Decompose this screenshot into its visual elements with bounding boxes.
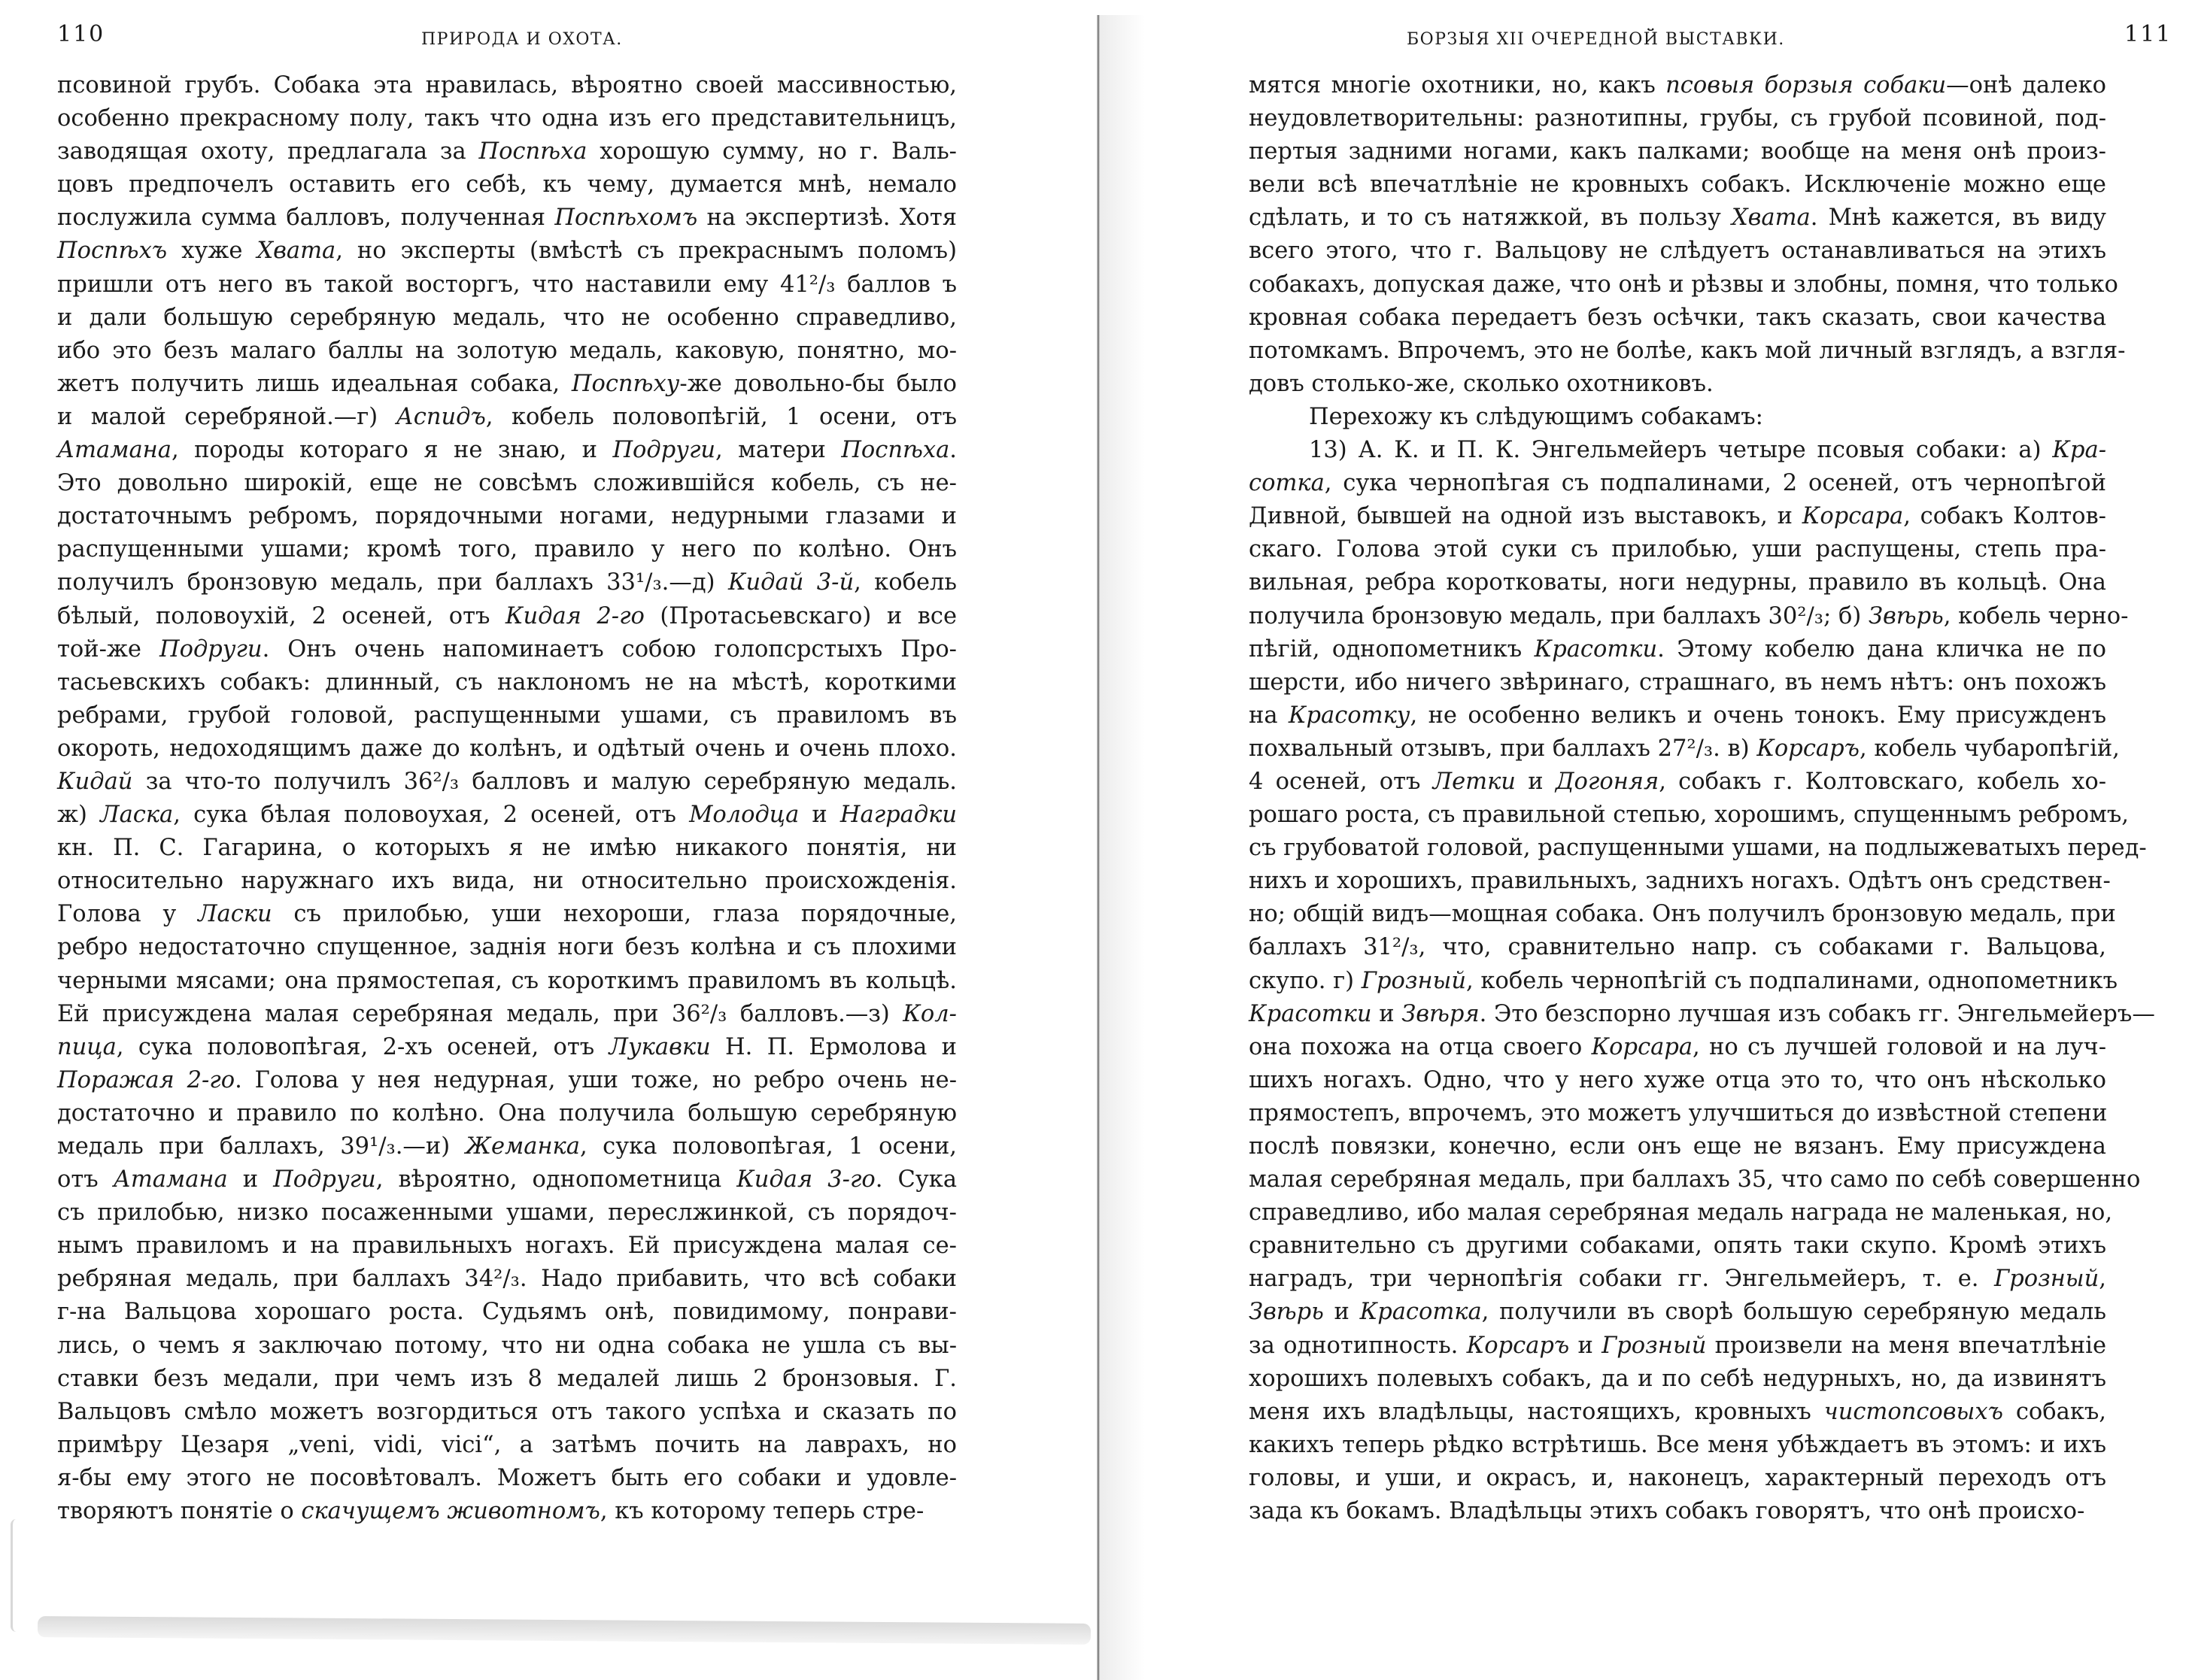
text-line — [57, 965, 957, 998]
text-line — [1249, 1363, 2106, 1396]
text-run: ребряная медаль, при баллахъ 34²/₃. Надо прибавить, что всѣ собаки — [57, 1266, 957, 1293]
italic-name: Подруги — [612, 437, 716, 464]
text-line — [57, 1230, 957, 1263]
text-run: ибо это безъ малаго баллы на золотую медаль, каковую, понятно, мо- — [57, 337, 957, 364]
italic-name: Грозный — [1602, 1332, 1707, 1359]
text-line — [1249, 268, 2118, 302]
text-run: головы, и уши, и окрасъ, и, наконецъ, характерный переходъ отъ — [1249, 1464, 2106, 1491]
italic-name: Кра- — [2052, 437, 2106, 464]
text-run: псовиной грубъ. Собака эта нравилась, вѣроятно своей массивностью, — [57, 72, 957, 99]
text-line — [57, 235, 957, 268]
text-line — [57, 666, 957, 699]
italic-name: псовыя борзыя собаки — [1665, 72, 1947, 99]
italic-name: Красотка — [1359, 1299, 1482, 1326]
text-run: бѣлый, половоухій, 2 осеней, отъ — [57, 602, 506, 629]
text-run: и — [1371, 1000, 1402, 1027]
text-line — [1249, 500, 2106, 533]
text-line — [57, 335, 957, 368]
text-line — [1249, 1429, 2106, 1462]
italic-name: Атамана — [113, 1166, 228, 1193]
italic-name: Подруги — [159, 635, 263, 663]
italic-name: Грозный — [1361, 967, 1467, 994]
text-run: , собакъ г. Колтовскаго, кобель хо- — [1659, 768, 2107, 795]
text-run: особенно прекрасному полу, такъ что одна изъ его представительницъ, — [57, 105, 957, 132]
text-line — [1249, 898, 2116, 931]
italic-name: Корсара — [1591, 1033, 1693, 1060]
text-run: , получили въ сворѣ большую серебряную медаль — [1481, 1299, 2107, 1326]
text-line — [1249, 1296, 2106, 1329]
text-run: вели всѣ впечатлѣніе не кровныхъ собакъ. Исключеніе можно еще — [1249, 171, 2106, 199]
text-run: и малой серебряной.—г) — [57, 403, 396, 430]
text-line — [57, 832, 957, 865]
italic-name: Поспѣхъ — [57, 238, 168, 265]
text-run: Дивной, бывшей на одной изъ выставокъ, и — [1249, 503, 1802, 530]
text-run: Это довольно широкій, еще не совсѣмъ сложившійся кобель, съ не- — [57, 470, 957, 497]
text-line — [1249, 633, 2106, 666]
text-run: , сука чернопѣгая съ подпалинами, 2 осеней, отъ чернопѣгой — [1324, 470, 2106, 497]
text-run: Н. П. Ермолова и — [710, 1033, 958, 1060]
italic-name: Хвата — [257, 238, 336, 265]
body-text — [1249, 69, 2155, 1528]
text-run: сравнительно съ другими собаками, опять таки скупо. Кромѣ этихъ — [1249, 1233, 2106, 1260]
text-run: нихъ и хорошихъ, правильныхъ, заднихъ ногахъ. Одѣтъ онъ средствен- — [1249, 868, 2111, 895]
text-line — [1249, 434, 2106, 467]
text-run: всего этого, что г. Вальцову не слѣдуетъ останавливаться на этихъ — [1249, 238, 2106, 265]
italic-name: Поспѣхомъ — [554, 205, 698, 232]
text-run: нымъ правиломъ и на правильныхъ ногахъ. Ей присуждена малая се- — [57, 1233, 957, 1260]
text-run: . — [949, 437, 957, 464]
italic-name: Атамана — [57, 437, 172, 464]
text-line — [57, 1330, 957, 1363]
text-run: собакахъ, допуская даже, что онѣ и рѣзвы и злобны, помня, что только — [1249, 271, 2118, 298]
text-line — [57, 102, 957, 135]
text-run: потомкамъ. Впрочемъ, это не болѣе, какъ мой личный взглядъ, а взгля- — [1249, 337, 2126, 364]
italic-name: Звѣрь — [1249, 1299, 1324, 1326]
text-line — [57, 799, 957, 832]
text-run: малая серебряная медаль, при баллахъ 35, что само по себѣ совершенно — [1249, 1166, 2141, 1193]
italic-name: Звѣрь — [1868, 602, 1944, 629]
text-line — [57, 202, 957, 235]
text-run: справедливо, ибо малая серебряная медаль награда не маленькая, но, — [1249, 1199, 2113, 1227]
text-line — [57, 1163, 957, 1196]
text-run: за что-то получилъ 36²/₃ балловъ и малую серебряную медаль. — [132, 768, 957, 795]
text-run: . Это безспорно лучшая изъ собакъ гг. Энгельмейеръ— — [1479, 1000, 2155, 1027]
text-line — [1249, 302, 2106, 335]
left-page — [0, 0, 1038, 1680]
text-line — [57, 500, 957, 533]
text-run: , сука половопѣгая, 2-хъ осеней, отъ — [116, 1033, 609, 1060]
text-run: пертыя задними ногами, какъ палками; вообще на меня онѣ произ- — [1249, 138, 2106, 165]
italic-name: Корсаръ — [1756, 735, 1860, 762]
italic-name: Красотки — [1534, 635, 1658, 663]
text-line — [1249, 1230, 2106, 1263]
text-run: отъ — [57, 1166, 114, 1193]
text-run: меня ихъ владѣльцы, настоящихъ, кровныхъ — [1249, 1398, 1824, 1425]
text-line — [1249, 533, 2106, 566]
text-run: Ей присуждена малая серебряная медаль, при 36²/₃ балловъ.—з) — [57, 1000, 903, 1027]
text-line — [57, 1396, 957, 1429]
text-run: съ грубоватой головой, распущенными ушами, на подлыжеватыхъ перед- — [1249, 835, 2147, 862]
text-line — [57, 1196, 957, 1230]
text-line — [57, 1097, 957, 1130]
text-line — [57, 1296, 957, 1329]
text-run: хорошую сумму, но г. Валь- — [587, 138, 957, 165]
text-line — [57, 268, 957, 302]
text-run: той-же — [57, 635, 159, 663]
text-line — [57, 467, 957, 500]
text-run: и дали большую серебряную медаль, что не особенно справедливо, — [57, 304, 957, 331]
text-line — [1249, 1064, 2106, 1097]
text-run: . Сука — [875, 1166, 958, 1193]
text-run: , кобель черно- — [1943, 602, 2129, 629]
running-head: ПРИРОДА И ОХОТА. — [421, 30, 623, 49]
italic-name: скачущемъ животномъ — [301, 1498, 600, 1525]
text-run: зада къ бокамъ. Владѣльцы этихъ собакъ говорятъ, что онѣ происхо- — [1249, 1498, 2085, 1525]
text-line — [1249, 965, 2118, 998]
italic-name: Кидай — [57, 768, 133, 795]
italic-name: сотка — [1249, 470, 1325, 497]
text-line — [1249, 467, 2106, 500]
text-line — [1249, 368, 2106, 401]
text-run: получила бронзовую медаль, при баллахъ 30²/₃; б) — [1249, 602, 1869, 629]
italic-name: Подруги — [273, 1166, 376, 1193]
text-run: и — [1323, 1299, 1360, 1326]
text-run: шерсти, ибо ничего звѣринаго, страшнаго, въ немъ нѣтъ: онъ похожъ — [1249, 669, 2106, 696]
text-line — [1249, 1495, 2106, 1528]
text-line — [1249, 401, 2106, 434]
italic-name: Корсара — [1802, 503, 1904, 530]
text-run: г-на Вальцова хорошаго роста. Судьямъ онѣ, повидимому, понрави- — [57, 1299, 957, 1326]
italic-name: Лукавки — [609, 1033, 711, 1060]
text-run: ставки безъ медали, при чемъ изъ 8 медалей лишь 2 бронзовыя. Г. — [57, 1365, 957, 1392]
text-run: , кобель половопѣгій, 1 осени, отъ — [485, 403, 957, 430]
text-run: 13) А. К. и П. К. Энгельмейеръ четыре псовыя собаки: а) — [1309, 437, 2053, 464]
italic-name: Хвата — [1731, 205, 1811, 232]
text-run: относительно наружнаго ихъ вида, ни относительно происхожденія. — [57, 868, 957, 895]
text-line — [1249, 1031, 2106, 1064]
text-run: ребрами, грубой головой, распущенными ушами, съ правиломъ въ — [57, 702, 957, 729]
text-line — [1249, 202, 2106, 235]
italic-name: Красотки — [1249, 1000, 1372, 1027]
text-line — [57, 1064, 957, 1097]
scan-artifact — [11, 1519, 22, 1632]
text-run: цовъ предпочелъ оставить его себѣ, къ чему, думается мнѣ, немало — [57, 171, 957, 199]
text-run: произвели на меня впечатлѣніе — [1706, 1332, 2106, 1359]
text-line — [57, 1130, 957, 1163]
text-run: , породы котораго я не знаю, и — [171, 437, 613, 464]
text-run: пѣгій, однопометникъ — [1249, 635, 1535, 663]
text-run: Вальцовъ смѣло можетъ возгордиться отъ такого успѣха и сказать по — [57, 1398, 957, 1425]
text-run: медаль при баллахъ, 39¹/₃.—и) — [57, 1133, 466, 1160]
text-line — [1249, 135, 2106, 168]
text-line — [57, 168, 957, 202]
text-run: , но эксперты (вмѣстѣ съ прекраснымъ поломъ) — [335, 238, 957, 265]
italic-name: Звѣря — [1401, 1000, 1480, 1027]
gutter-shadow — [1100, 15, 1145, 1680]
text-run: ж) — [57, 802, 101, 829]
text-run: . Мнѣ кажется, въ виду — [1810, 205, 2106, 232]
text-run: мятся многіе охотники, но, какъ — [1249, 72, 1666, 99]
text-run: какихъ теперь рѣдко встрѣтишь. Все меня убѣждаетъ въ этомъ: и ихъ — [1249, 1431, 2106, 1458]
running-head: БОРЗЫЯ XII ОЧЕРЕДНОЙ ВЫСТАВКИ. — [1407, 30, 1785, 49]
text-line — [57, 1429, 957, 1462]
text-line — [1249, 69, 2106, 102]
text-line — [1249, 1196, 2113, 1230]
text-run: вильная, ребра коротковаты, ноги недурны, правило въ кольцѣ. Она — [1249, 569, 2106, 596]
italic-name: Ласки — [198, 901, 272, 928]
text-run: сдѣлать, и то съ натяжкой, въ пользу — [1249, 205, 1732, 232]
text-run: рошаго роста, съ правильной степью, хорошимъ, спущеннымъ ребромъ, — [1249, 802, 2129, 829]
text-run: скаго. Голова этой суки съ прилобью, уши распущены, степь пра- — [1249, 536, 2106, 563]
italic-name: Поспѣха — [478, 138, 587, 165]
text-run: но; общій видъ—мощная собака. Онъ получилъ бронзовую медаль, при — [1249, 901, 2116, 928]
text-run: кровная собака передаетъ безъ осѣчки, такъ сказать, свои качества — [1249, 304, 2106, 331]
text-run: . Этому кобелю дана кличка не по — [1657, 635, 2106, 663]
text-run: , кобель чернопѣгій съ подпалинами, однопометникъ — [1466, 967, 2118, 994]
text-line — [1249, 666, 2106, 699]
text-run: , вѣроятно, однопометница — [375, 1166, 737, 1193]
text-run: . Онъ очень напоминаетъ собою голопсрстыхъ Про- — [262, 635, 957, 663]
text-line — [1249, 1462, 2106, 1495]
text-run: достаточно и правило по колѣно. Она получила большую серебряную — [57, 1099, 957, 1127]
text-line — [57, 732, 957, 766]
italic-name: Корсаръ — [1466, 1332, 1570, 1359]
italic-name: Жеманка — [465, 1133, 580, 1160]
text-line — [1249, 799, 2129, 832]
text-line — [1249, 699, 2106, 732]
right-page — [1173, 0, 2189, 1680]
text-run: и — [1515, 768, 1556, 795]
text-run: , не особенно великъ и очень тонокъ. Ему присужденъ — [1410, 702, 2106, 729]
italic-name: Поражая 2-го — [57, 1066, 235, 1093]
italic-name: Кол- — [903, 1000, 957, 1027]
text-run: , сука бѣлая половоухая, 2 осеней, отъ — [173, 802, 690, 829]
italic-name: Кидая 2-го — [505, 602, 645, 629]
text-run: и — [1569, 1332, 1602, 1359]
text-run: заводящая охоту, предлагала за — [57, 138, 479, 165]
text-line — [57, 1495, 957, 1528]
text-run: съ прилобью, низко посаженными ушами, переслжинкой, съ порядоч- — [57, 1199, 957, 1227]
text-run: хуже — [167, 238, 257, 265]
text-line — [1249, 931, 2106, 964]
text-run: , — [2099, 1266, 2106, 1293]
italic-name: Кидая 3-го — [736, 1166, 876, 1193]
text-line — [57, 1031, 957, 1064]
text-run: наградъ, три чернопѣгія собаки гг. Энгельмейеръ, т. е. — [1249, 1266, 1994, 1293]
text-run: , матери — [715, 437, 842, 464]
text-run: , къ которому теперь стре- — [600, 1498, 924, 1525]
italic-name: Ласка — [100, 802, 174, 829]
text-line — [57, 302, 957, 335]
italic-name: Грозный — [1994, 1266, 2099, 1293]
text-run: на — [1249, 702, 1289, 729]
text-line — [57, 69, 957, 102]
text-run: (Протасьевскаго) и все — [644, 602, 958, 629]
text-run: послѣ повязки, конечно, если онъ еще не вязанъ. Ему присуждена — [1249, 1133, 2106, 1160]
text-line — [1249, 865, 2111, 898]
text-run: баллахъ 31²/₃, что, сравнительно напр. съ собаками г. Вальцова, — [1249, 934, 2106, 961]
italic-name: Молодца — [689, 802, 800, 829]
text-line — [57, 898, 957, 931]
text-run: за однотипность. — [1249, 1332, 1467, 1359]
text-run: окороть, недоходящимъ даже до колѣнъ, и одѣтый очень и очень плохо. — [57, 735, 957, 762]
text-run: довъ столько-же, сколько охотниковъ. — [1249, 370, 1714, 397]
text-run: Голова у — [57, 901, 199, 928]
text-run: , кобель — [854, 569, 957, 596]
text-line — [1249, 1263, 2106, 1296]
text-line — [57, 566, 957, 599]
text-run: . Голова у нея недурная, уши тоже, но ребро очень не- — [235, 1066, 957, 1093]
italic-name: Красотку — [1288, 702, 1410, 729]
text-run: ребро недостаточно спущенное, заднія ноги безъ колѣна и съ плохими — [57, 934, 957, 961]
text-run: достаточнымъ ребромъ, порядочными ногами, недурными глазами и — [57, 503, 957, 530]
text-run: , кобель чубаропѣгій, — [1859, 735, 2120, 762]
text-run: скупо. г) — [1249, 967, 1362, 994]
text-run: тасьевскихъ собакъ: длинный, съ наклономъ не на мѣстѣ, короткими — [57, 669, 957, 696]
text-run: примѣру Цезаря „veni, vidi, vici“, а затѣмъ почить на лаврахъ, но — [57, 1431, 957, 1458]
text-run: -же довольно-бы было — [679, 370, 957, 397]
text-line — [57, 633, 957, 666]
text-line — [57, 401, 957, 434]
text-run: получилъ бронзовую медаль, при баллахъ 33¹/₃.—д) — [57, 569, 728, 596]
text-run: на экспертизѣ. Хотя — [697, 205, 958, 232]
text-line — [1249, 102, 2106, 135]
text-line — [57, 865, 957, 898]
text-run: пришли отъ него въ такой восторгъ, что наставили ему 41²/₃ баллов ъ — [57, 271, 957, 298]
text-run: и — [227, 1166, 274, 1193]
italic-name: Кидай 3-й — [727, 569, 855, 596]
page-number: 111 — [2124, 21, 2172, 47]
text-line — [57, 135, 957, 168]
text-run: послужила сумма балловъ, полученная — [57, 205, 555, 232]
text-line — [1249, 566, 2106, 599]
text-run: распущенными ушами; кромѣ того, правило у него по колѣно. Онъ — [57, 536, 957, 563]
text-run: , но съ лучшей головой и на луч- — [1693, 1033, 2107, 1060]
text-line — [1249, 1396, 2106, 1429]
page-number: 110 — [57, 21, 105, 47]
text-run: , собакъ Колтов- — [1903, 503, 2106, 530]
text-line — [1249, 600, 2129, 633]
text-line — [57, 998, 957, 1031]
text-run: шихъ ногахъ. Одно, что у него хуже отца это то, что онъ нѣсколько — [1249, 1066, 2106, 1093]
text-line — [57, 434, 957, 467]
text-run: Перехожу къ слѣдующимъ собакамъ: — [1309, 403, 1763, 430]
text-run: она похожа на отца своего — [1249, 1033, 1592, 1060]
text-line — [57, 766, 957, 799]
text-line — [1249, 1130, 2106, 1163]
text-line — [57, 600, 957, 633]
text-run: неудовлетворительны: разнотипны, грубы, съ грубой псовиной, под- — [1249, 105, 2106, 132]
text-run: творяютъ понятіе о — [57, 1498, 302, 1525]
italic-name: пица — [57, 1033, 117, 1060]
text-run: черными мясами; она прямостепая, съ короткимъ правиломъ въ кольцѣ. — [57, 967, 957, 994]
text-line — [57, 931, 957, 964]
text-run: съ прилобью, уши нехороши, глаза порядочные, — [272, 901, 957, 928]
italic-name: Летки — [1432, 768, 1516, 795]
text-run: кн. П. С. Гагарина, о которыхъ я не имѣю никакого понятія, ни — [57, 835, 957, 862]
italic-name: Аспидъ — [396, 403, 486, 430]
text-run: прямостепъ, впрочемъ, это можетъ улучшиться до извѣстной степени — [1249, 1099, 2108, 1127]
text-line — [1249, 998, 2155, 1031]
text-line — [1249, 732, 2120, 766]
text-run: и — [799, 802, 840, 829]
body-text — [57, 69, 957, 1528]
text-line — [1249, 766, 2106, 799]
text-line — [57, 1462, 957, 1495]
text-line — [1249, 1097, 2106, 1130]
italic-name: Догоняя — [1555, 768, 1659, 795]
text-line — [1249, 832, 2147, 865]
italic-name: чистопсовыхъ — [1823, 1398, 2003, 1425]
text-line — [57, 368, 957, 401]
text-line — [57, 1363, 957, 1396]
text-line — [1249, 1163, 2141, 1196]
text-run: жетъ получить лишь идеальная собака, — [57, 370, 572, 397]
text-run: , сука половопѣгая, 1 осени, — [579, 1133, 957, 1160]
text-line — [1249, 335, 2126, 368]
text-run: —онѣ далеко — [1946, 72, 2106, 99]
text-line — [57, 699, 957, 732]
italic-name: Поспѣху — [571, 370, 680, 397]
text-run: похвальный отзывъ, при баллахъ 27²/₃. в) — [1249, 735, 1757, 762]
text-run: собакъ, — [2002, 1398, 2106, 1425]
text-run: я-бы ему этого не посовѣтовалъ. Можетъ быть его собаки и удовле- — [57, 1464, 957, 1491]
text-line — [57, 1263, 957, 1296]
text-line — [1249, 235, 2106, 268]
text-line — [57, 533, 957, 566]
text-line — [1249, 1330, 2106, 1363]
text-line — [1249, 168, 2106, 202]
text-run: хорошихъ полевыхъ собакъ, да и по себѣ недурныхъ, но, да извинятъ — [1249, 1365, 2106, 1392]
text-run: 4 осеней, отъ — [1249, 768, 1433, 795]
italic-name: Поспѣха — [841, 437, 950, 464]
italic-name: Наградки — [839, 802, 958, 829]
text-run: лись, о чемъ я заключаю потому, что ни одна собака не ушла съ вы- — [57, 1332, 957, 1359]
